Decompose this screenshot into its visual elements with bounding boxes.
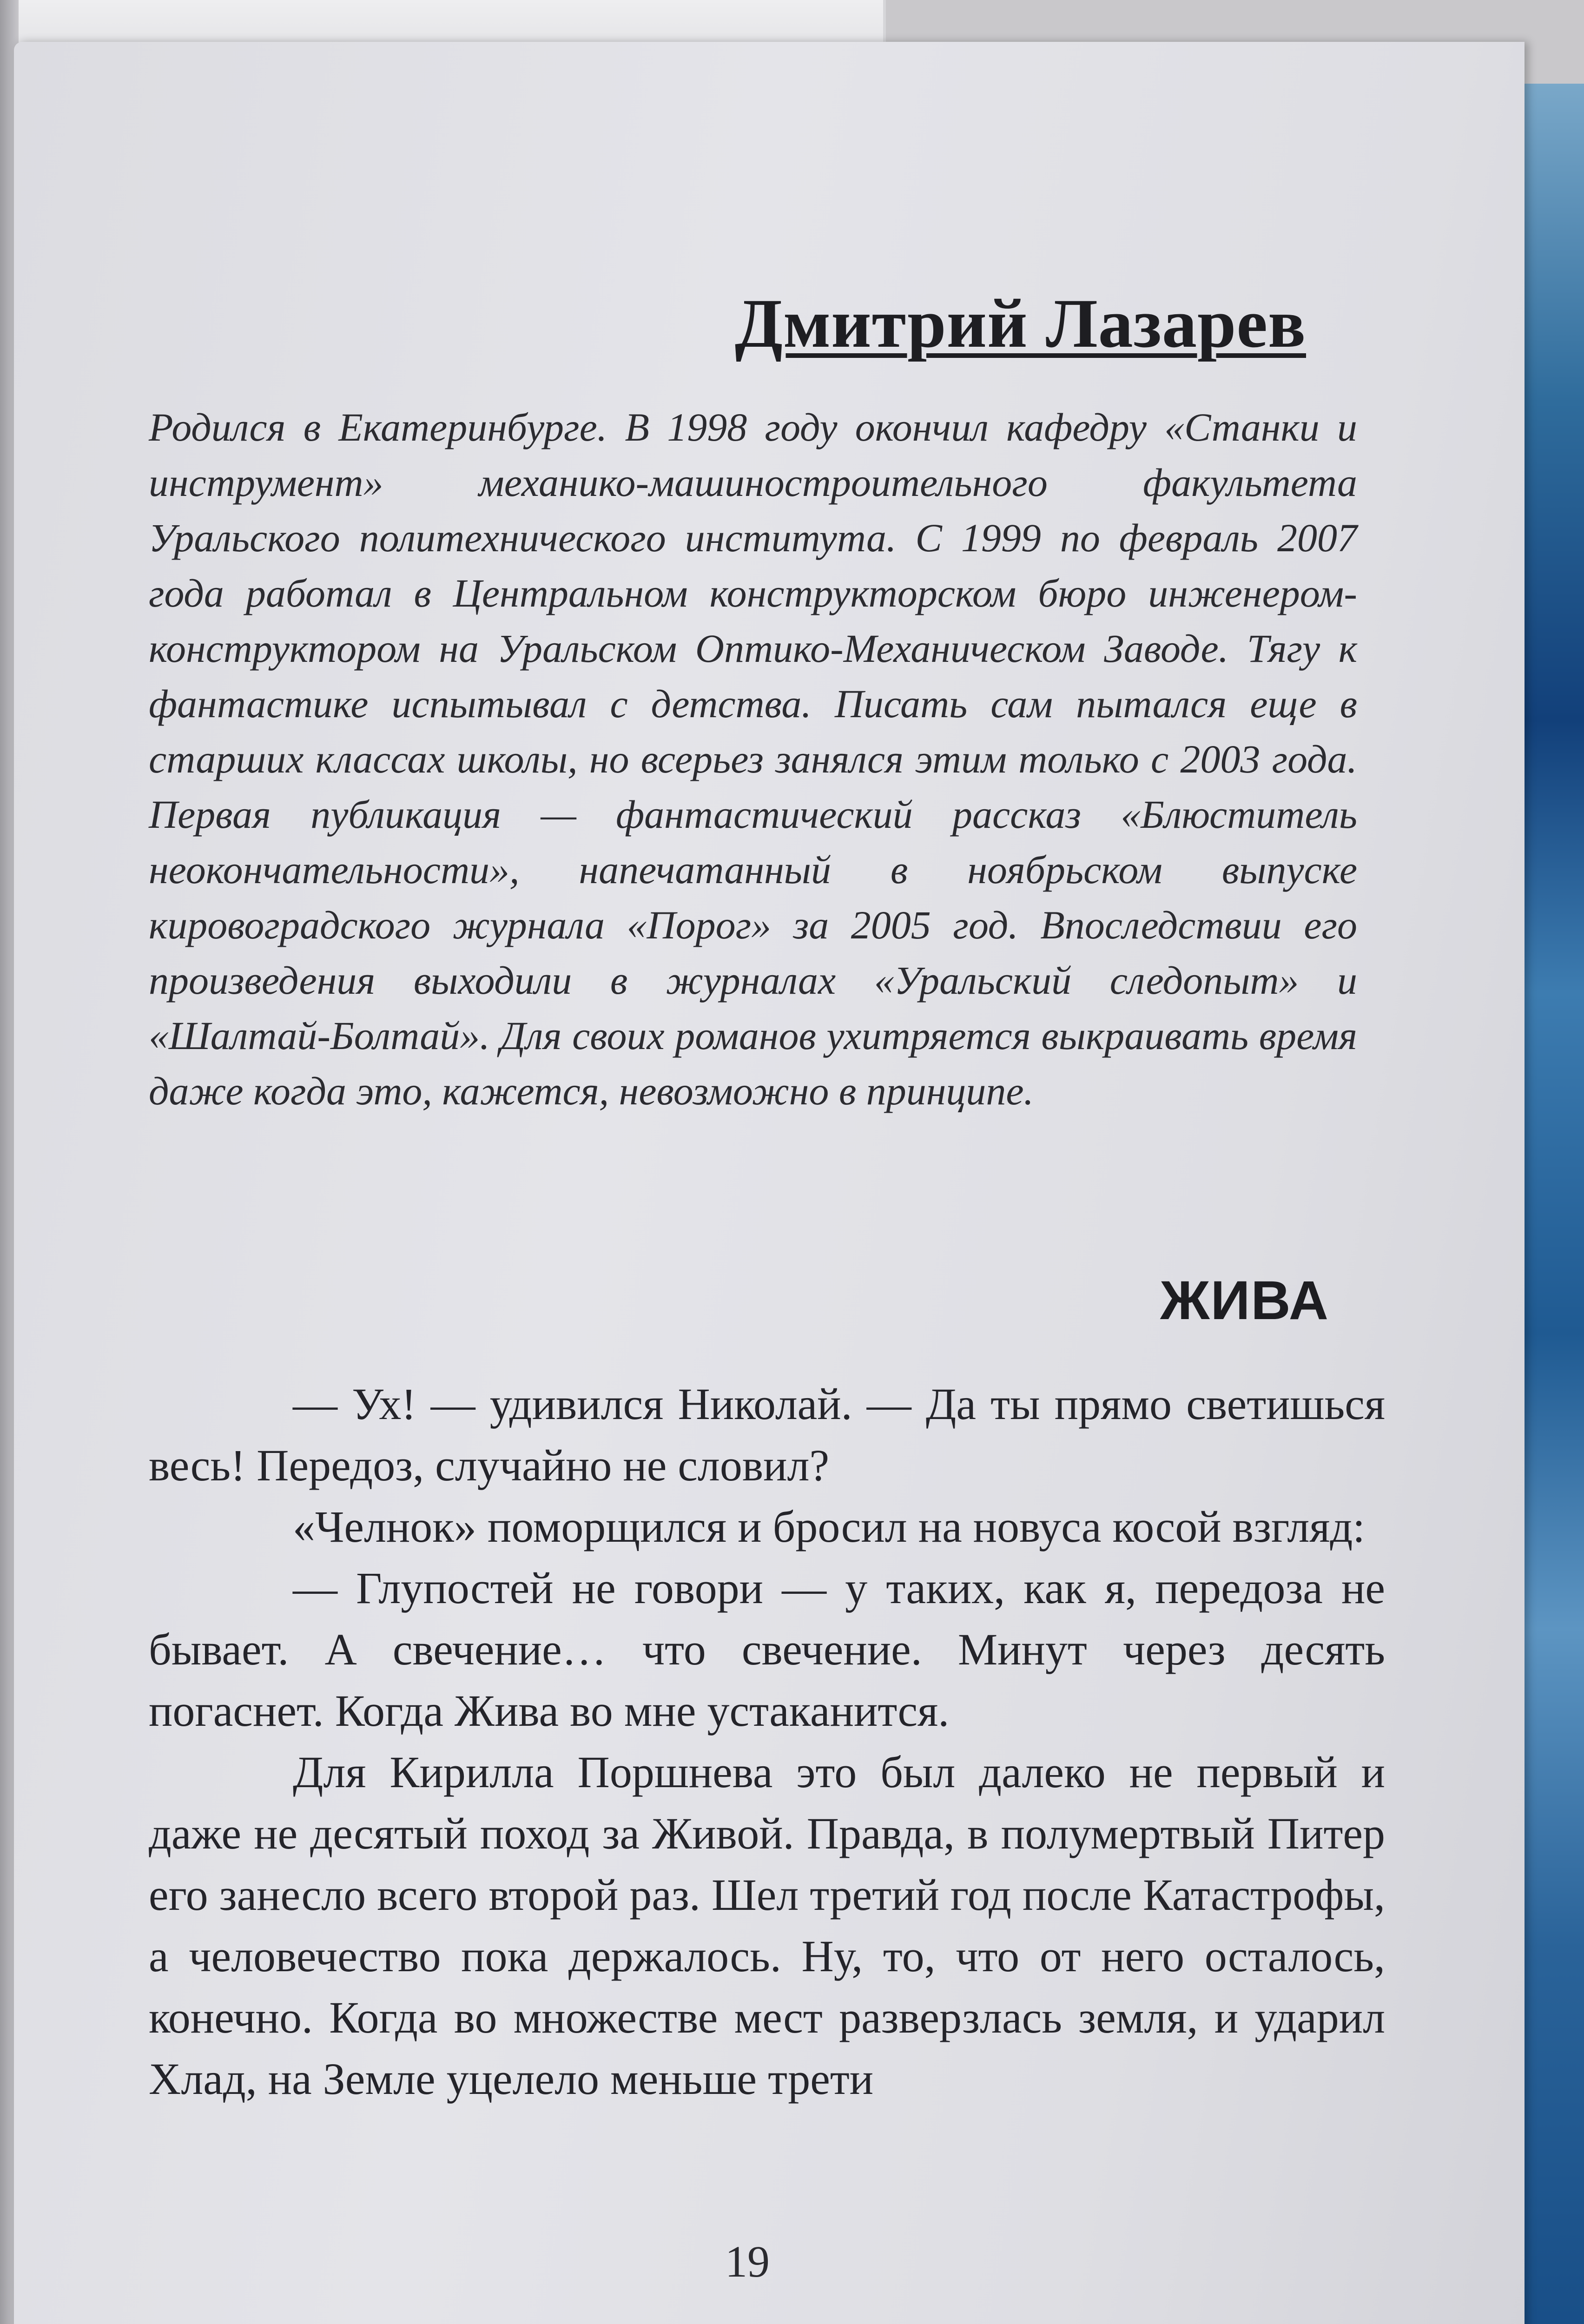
story-paragraph: «Челнок» поморщился и бросил на новуса косой взгляд: <box>293 1502 1365 1552</box>
book-page <box>14 42 1525 2324</box>
book-cover-edge <box>1524 84 1584 2324</box>
story-title: ЖИВА <box>1160 1270 1329 1331</box>
page-number: 19 <box>725 2237 770 2286</box>
author-name: Дмитрий Лазарев <box>734 285 1306 362</box>
author-bio: Родился в Екатеринбурге. В 1998 году окончил кафедру «Станки и инструмент» механико-машиностроительного факультета Уральского политехнического института. С 1999 по февраль 2007 года работал в Центральном конструкторском бюро инженером-конструктором на Уральском Оптико-Механическом Заводе. Тягу к фантастике испытывал с детства. Писать сам пытался еще в старших классах школы, но всерьез занялся этим только с 2003 года. Первая публикация — фантастический рассказ «Блюститель неокончательности», напечатанный в ноябрьском выпуске кировоградского журнала «Порог» за 2005 год. Впоследствии его произведения выходили в журналах «Уральский следопыт» и «Шалтай-Болтай». Для своих романов ухитряется выкраивать время даже когда это, кажется, невозможно в принципе. <box>149 405 1357 1113</box>
story-text <box>149 1373 1385 2110</box>
story-paragraph: Для Кирилла Поршнева это был далеко не первый и даже не десятый поход за Живой. Правда, в полумертвый Питер его занесло всего второй раз. Шел третий год после Катастрофы, а человечество пока держалось. Ну, то, что от него осталось, конечно. Когда во множестве мест разверзлась земля, и ударил Хлад, на Земле уцелело меньше трети <box>149 1747 1385 2104</box>
story-paragraph: — Ух! — удивился Николай. — Да ты прямо светишься весь! Передоз, случайно не словил? <box>149 1379 1385 1490</box>
story-paragraph: — Глупостей не говори — у таких, как я, передоза не бывает. А свечение… что свечение. Минут через десять погаснет. Когда Жива во мне устаканится. <box>149 1563 1385 1736</box>
